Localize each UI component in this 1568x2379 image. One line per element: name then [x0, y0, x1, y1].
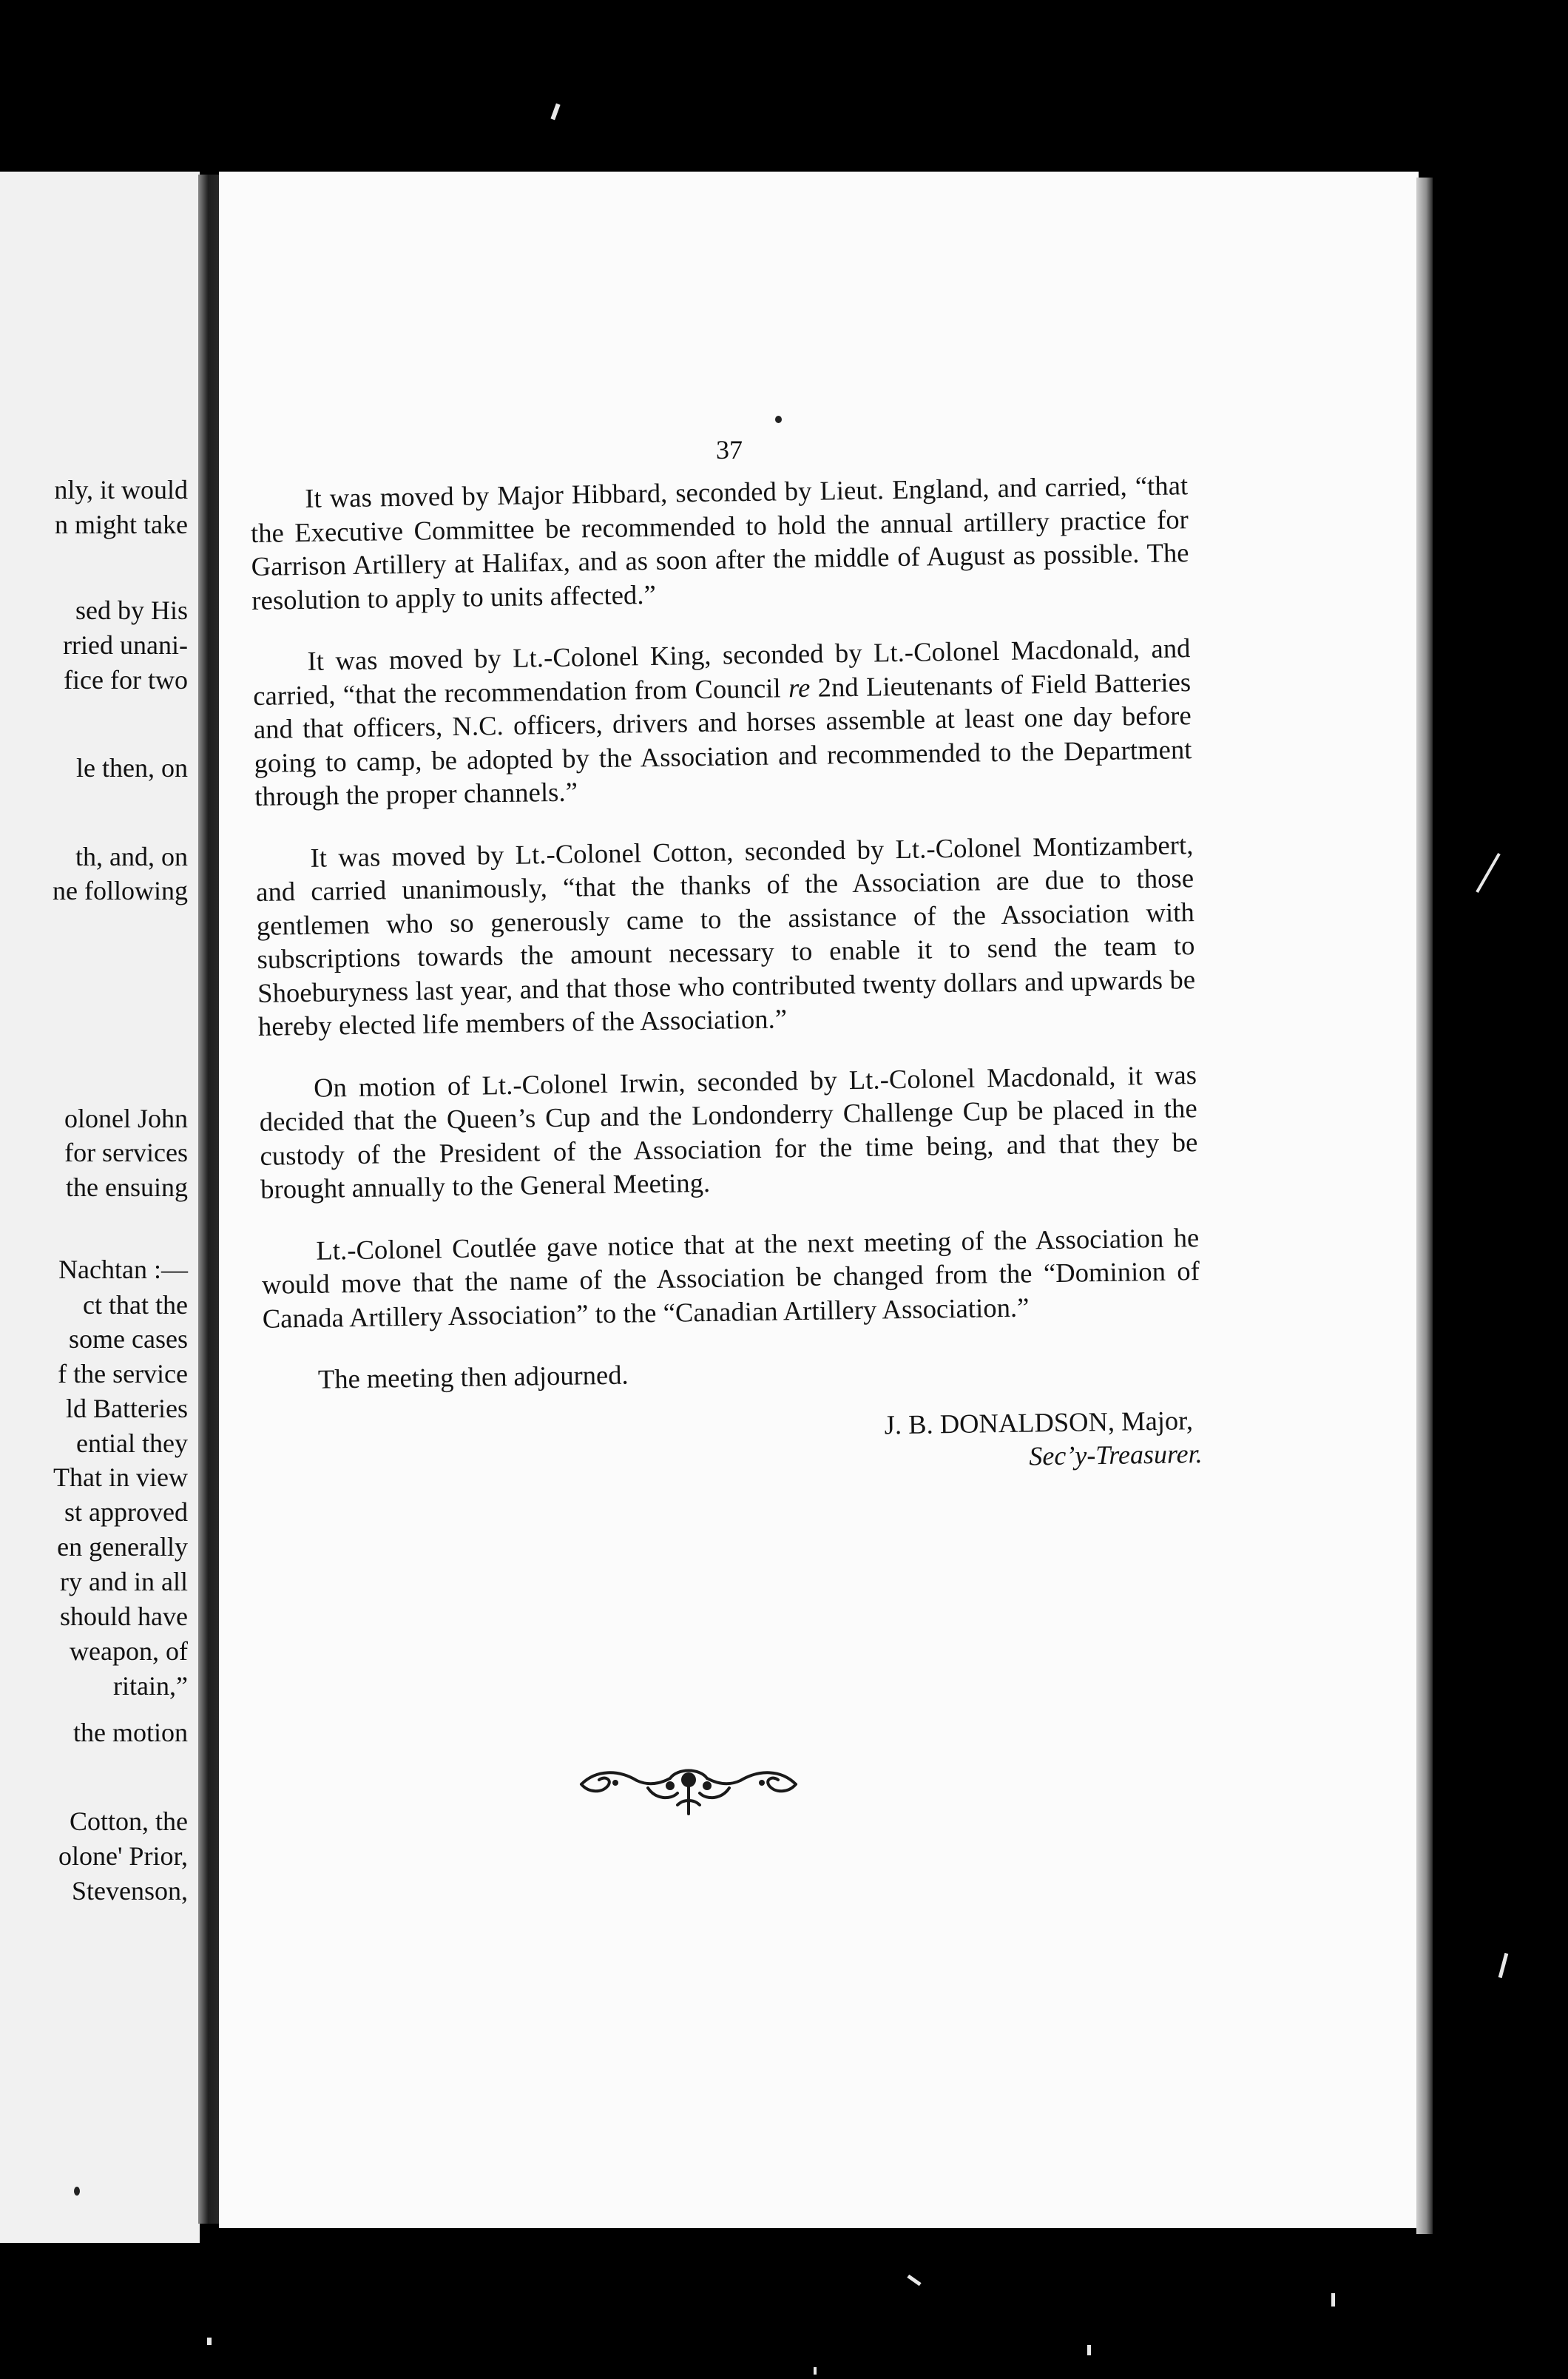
left-page-line: olone' Prior,	[58, 1841, 188, 1871]
left-page-line: rried unani-	[63, 630, 188, 660]
left-page-fragment	[0, 172, 200, 2243]
scan-speck	[207, 2338, 212, 2345]
re-italic: re	[788, 672, 811, 703]
scan-speck	[550, 104, 560, 121]
left-page-line: f the service	[58, 1359, 188, 1388]
paragraph-irwin-motion: On motion of Lt.-Colonel Irwin, seconded by Lt.-Colonel Macdonald, it was decided that the Queen’s Cup and the Londonderry Challenge Cup be placed in the custody of the President of the Association for the time being, and that they be brought annually to the General Meeting.	[259, 1059, 1198, 1204]
body-text	[250, 468, 1203, 1484]
paragraph-hibbard-motion: It was moved by Major Hibbard, seconded by Lieut. England, and carried, “that the Executive Committee be recommended to hold the annual artillery practice for Garrison Artillery at Halifax, and as soon after the middle of August as possible. The resolution to apply to units affected.”	[250, 470, 1189, 615]
paragraph-king-motion	[252, 631, 1192, 813]
left-page-line: some cases	[69, 1324, 188, 1354]
left-page-line: Cotton, the	[70, 1806, 188, 1836]
left-page-line: the ensuing	[66, 1172, 188, 1202]
left-page-line: fice for two	[64, 665, 188, 695]
left-page-line: That in view	[53, 1462, 188, 1492]
paragraph-coutlee-notice: Lt.-Colonel Coutlée gave notice that at the next meeting of the Association he would move that the name of the Association be changed from the “Dominion of Canada Artillery Association” to the “Canadian Artillery Association.”	[261, 1221, 1200, 1334]
signature-name: J. B. DONALDSON, Major,	[884, 1405, 1194, 1440]
page-edge-shadow	[1416, 178, 1433, 2234]
document-page	[219, 172, 1419, 2228]
left-page-line: the motion	[73, 1718, 188, 1747]
paragraph-king-motion-part: It was moved by Lt.-Colonel King, seconded by Lt.-Colonel Macdonald, and carried, “that the recommendation from Council	[252, 632, 1191, 711]
left-page-line: en generally	[57, 1532, 188, 1562]
left-page-line: n might take	[55, 510, 188, 539]
left-page-line: for services	[64, 1138, 188, 1167]
left-page-line: ry and in all	[60, 1567, 188, 1596]
scan-speck	[1498, 1953, 1509, 1978]
left-page-line: st approved	[64, 1497, 188, 1527]
left-page-line: olonel John	[64, 1104, 188, 1133]
scan-speck	[814, 2367, 817, 2375]
paragraph-cotton-motion: It was moved by Lt.-Colonel Cotton, seconded by Lt.-Colonel Montizambert, and carried unanimously, “that the thanks of the Association are due to those gentlemen who so generously came to the assistance of the Association with subscriptions towards the amount necessary to enable it to send the team to Shoeburyness last year, and that those who contributed twenty dollars and upwards be hereby elected life members of the Association.”	[255, 829, 1196, 1042]
left-page-line: ct that the	[83, 1290, 188, 1320]
left-page-line: ne following	[53, 876, 188, 905]
paragraph-king-motion-part: 2nd Lieutenants of Field Batteries and that officers, N.C. officers, drivers and horses assemble at least one day before going to camp, be adopted by the Association and recommended to the Department through the proper channels.”	[253, 666, 1192, 811]
adjourned-line: The meeting then adjourned.	[317, 1359, 629, 1394]
left-page-line: Stevenson,	[72, 1876, 188, 1906]
scan-speck	[1087, 2345, 1091, 2355]
left-page-line: ential they	[76, 1428, 188, 1458]
scan-speck	[907, 2275, 921, 2287]
left-page-line: sed by His	[75, 595, 188, 625]
left-page-lines	[0, 172, 200, 2243]
page-number: 37	[716, 435, 743, 465]
scan-speck	[74, 2187, 80, 2196]
left-page-line: nly, it would	[54, 475, 188, 505]
print-speck	[775, 416, 782, 423]
left-page-line: Nachtan :—	[58, 1255, 188, 1284]
book-spine-shadow	[198, 175, 220, 2224]
left-page-line: le then, on	[76, 753, 188, 783]
decorative-flourish-ornament	[567, 1747, 811, 1821]
left-page-line: ld Batteries	[66, 1394, 188, 1423]
scan-speck	[1331, 2293, 1335, 2307]
signature-title: Sec’y-Treasurer.	[1029, 1439, 1203, 1471]
scan-speck	[1476, 853, 1500, 893]
left-page-line: should have	[60, 1602, 188, 1631]
left-page-line: th, and, on	[75, 842, 188, 871]
left-page-line: ritain,”	[113, 1671, 188, 1701]
left-page-line: weapon, of	[70, 1636, 188, 1666]
